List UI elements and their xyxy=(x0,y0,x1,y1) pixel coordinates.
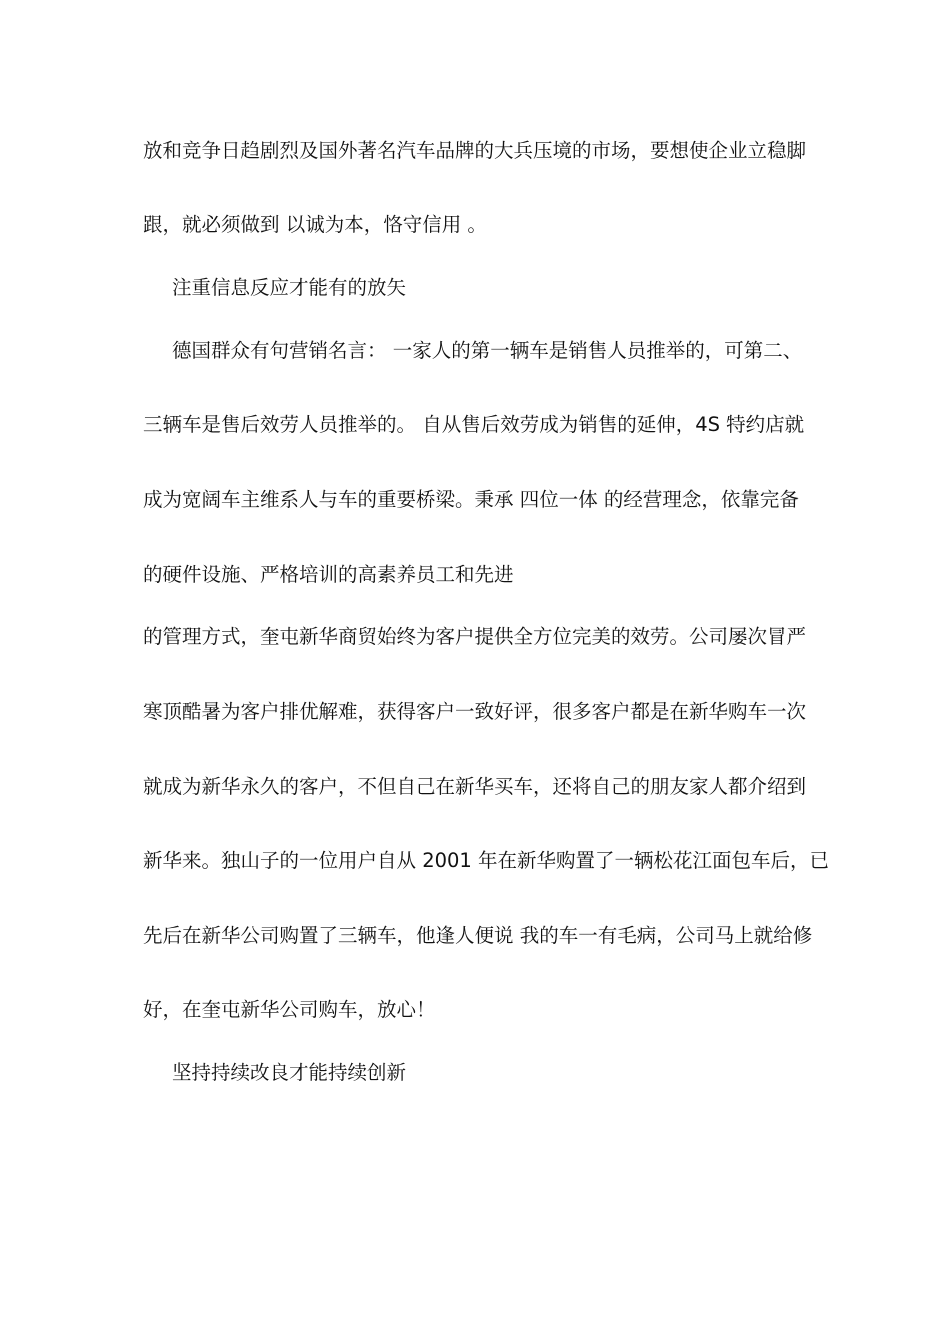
body-line: 的硬件设施、严格培训的高素养员工和先进 xyxy=(143,563,514,586)
body-line: 德国群众有句营销名言： 一家人的第一辆车是销售人员推举的，可第二、 xyxy=(172,339,803,362)
body-line: 先后在新华公司购置了三辆车，他逢人便说 我的车一有毛病，公司马上就给修 xyxy=(143,924,813,947)
body-line: 好，在奎屯新华公司购车，放心！ xyxy=(143,998,436,1021)
body-line: 成为宽阔车主维系人与车的重要桥梁。秉承 四位一体 的经营理念，依靠完备 xyxy=(143,488,799,511)
body-line: 就成为新华永久的客户，不但自己在新华买车，还将自己的朋友家人都介绍到 xyxy=(143,775,807,798)
body-line: 跟，就必须做到 以诚为本，恪守信用 。 xyxy=(143,213,487,236)
body-line: 的管理方式，奎屯新华商贸始终为客户提供全方位完美的效劳。公司屡次冒严 xyxy=(143,625,807,648)
body-line: 放和竞争日趋剧烈及国外著名汽车品牌的大兵压境的市场，要想使企业立稳脚 xyxy=(143,139,807,162)
body-line: 三辆车是售后效劳人员推举的。 自从售后效劳成为销售的延伸，4S 特约店就 xyxy=(143,413,805,436)
body-line: 寒顶酷暑为客户排优解难，获得客户一致好评，很多客户都是在新华购车一次 xyxy=(143,700,807,723)
section-heading: 注重信息反应才能有的放矢 xyxy=(172,276,407,299)
body-line: 新华来。独山子的一位用户自从 2001 年在新华购置了一辆松花江面包车后，已 xyxy=(143,849,830,872)
section-heading: 坚持持续改良才能持续创新 xyxy=(172,1061,407,1084)
